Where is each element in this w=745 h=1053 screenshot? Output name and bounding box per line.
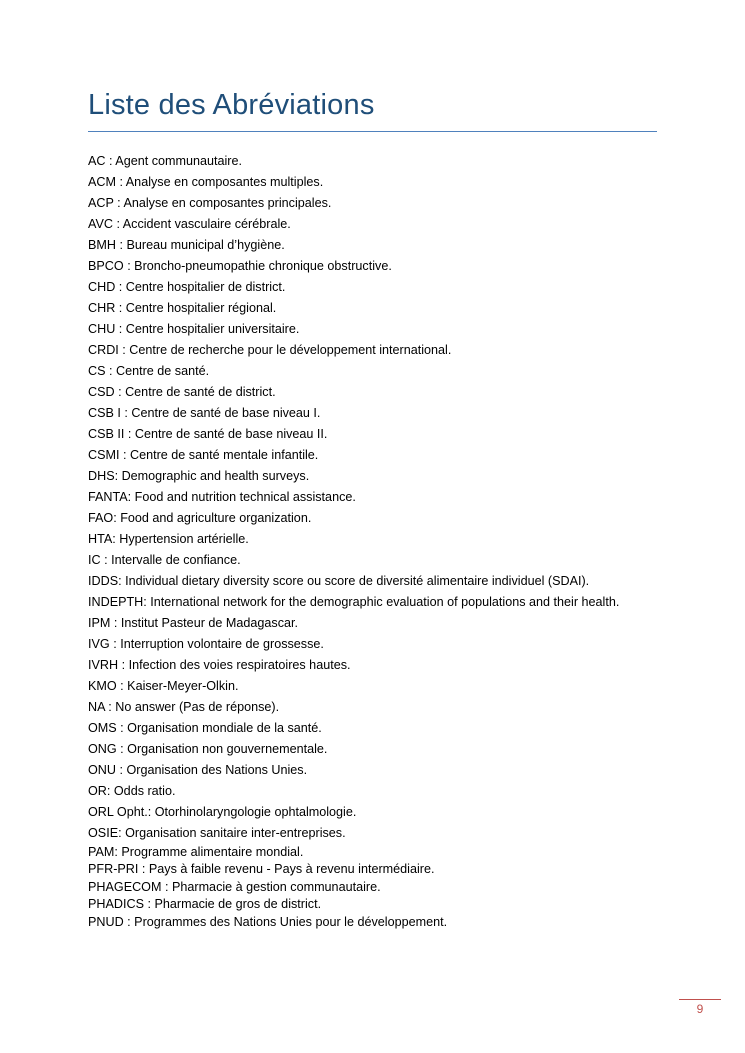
abbreviation-entry: ORL Opht.: Otorhinolaryngologie ophtalmologie. (88, 804, 357, 819)
abbreviation-entry: CSD : Centre de santé de district. (88, 385, 276, 399)
abbreviation-entry: IVRH : Infection des voies respiratoires hautes. (88, 657, 351, 672)
abbreviation-entry: AVC : Accident vasculaire cérébrale. (88, 217, 291, 231)
abbreviation-entry: DHS: Demographic and health surveys. (88, 469, 310, 483)
abbreviation-entry: OSIE: Organisation sanitaire inter-entreprises. (88, 825, 346, 840)
page-number: 9 (696, 1002, 704, 1016)
abbreviation-entry: CS : Centre de santé. (88, 364, 210, 378)
abbreviation-entry: IVG : Interruption volontaire de grossesse. (88, 636, 324, 651)
abbreviation-entry: IDDS: Individual dietary diversity score ou score de diversité alimentaire individuel (SDAI). (88, 574, 590, 588)
abbreviation-entry: ACP : Analyse en composantes principales. (88, 196, 332, 210)
abbreviation-entry: CHU : Centre hospitalier universitaire. (88, 322, 300, 336)
abbreviation-list (88, 151, 656, 931)
abbreviation-entry: KMO : Kaiser-Meyer-Olkin. (88, 678, 239, 693)
abbreviation-entry: NA : No answer (Pas de réponse). (88, 699, 280, 714)
abbreviation-entry: BPCO : Broncho-pneumopathie chronique obstructive. (88, 259, 392, 273)
abbreviation-entry: FAO: Food and agriculture organization. (88, 511, 312, 525)
abbreviation-entry: INDEPTH: International network for the demographic evaluation of populations and their health. (88, 595, 620, 609)
abbreviation-entry: CSMI : Centre de santé mentale infantile. (88, 448, 319, 462)
abbreviation-entry: FANTA: Food and nutrition technical assistance. (88, 490, 356, 504)
abbreviation-entry: OR: Odds ratio. (88, 783, 176, 798)
footer-rule (679, 999, 721, 1000)
abbreviation-entry: BMH : Bureau municipal d’hygiène. (88, 238, 285, 252)
abbreviation-entry: HTA: Hypertension artérielle. (88, 532, 249, 546)
abbreviation-entry: CSB II : Centre de santé de base niveau II. (88, 427, 328, 441)
abbreviation-entry: IPM : Institut Pasteur de Madagascar. (88, 615, 298, 630)
abbreviation-entry: PFR-PRI : Pays à faible revenu - Pays à revenu intermédiaire. (88, 862, 435, 876)
abbreviation-entry: CRDI : Centre de recherche pour le développement international. (88, 343, 452, 357)
page-title: Liste des Abréviations (88, 89, 375, 121)
abbreviation-entry: OMS : Organisation mondiale de la santé. (88, 720, 322, 735)
abbreviation-entry: PNUD : Programmes des Nations Unies pour le développement. (88, 914, 448, 929)
abbreviation-entry: PAM: Programme alimentaire mondial. (88, 844, 304, 859)
abbreviation-entry: IC : Intervalle de confiance. (88, 553, 241, 567)
abbreviation-entry: ONU : Organisation des Nations Unies. (88, 762, 308, 777)
abbreviation-entry: ONG : Organisation non gouvernementale. (88, 741, 328, 756)
abbreviation-entry: CHD : Centre hospitalier de district. (88, 280, 286, 294)
abbreviation-entry: PHADICS : Pharmacie de gros de district. (88, 897, 322, 911)
abbreviation-entry: AC : Agent communautaire. (88, 154, 243, 168)
abbreviation-entry: CHR : Centre hospitalier régional. (88, 301, 277, 315)
abbreviation-entry: ACM : Analyse en composantes multiples. (88, 175, 324, 189)
title-underline (88, 131, 657, 132)
abbreviation-entry: PHAGECOM : Pharmacie à gestion communautaire. (88, 879, 381, 894)
abbreviation-entry: CSB I : Centre de santé de base niveau I. (88, 406, 321, 420)
